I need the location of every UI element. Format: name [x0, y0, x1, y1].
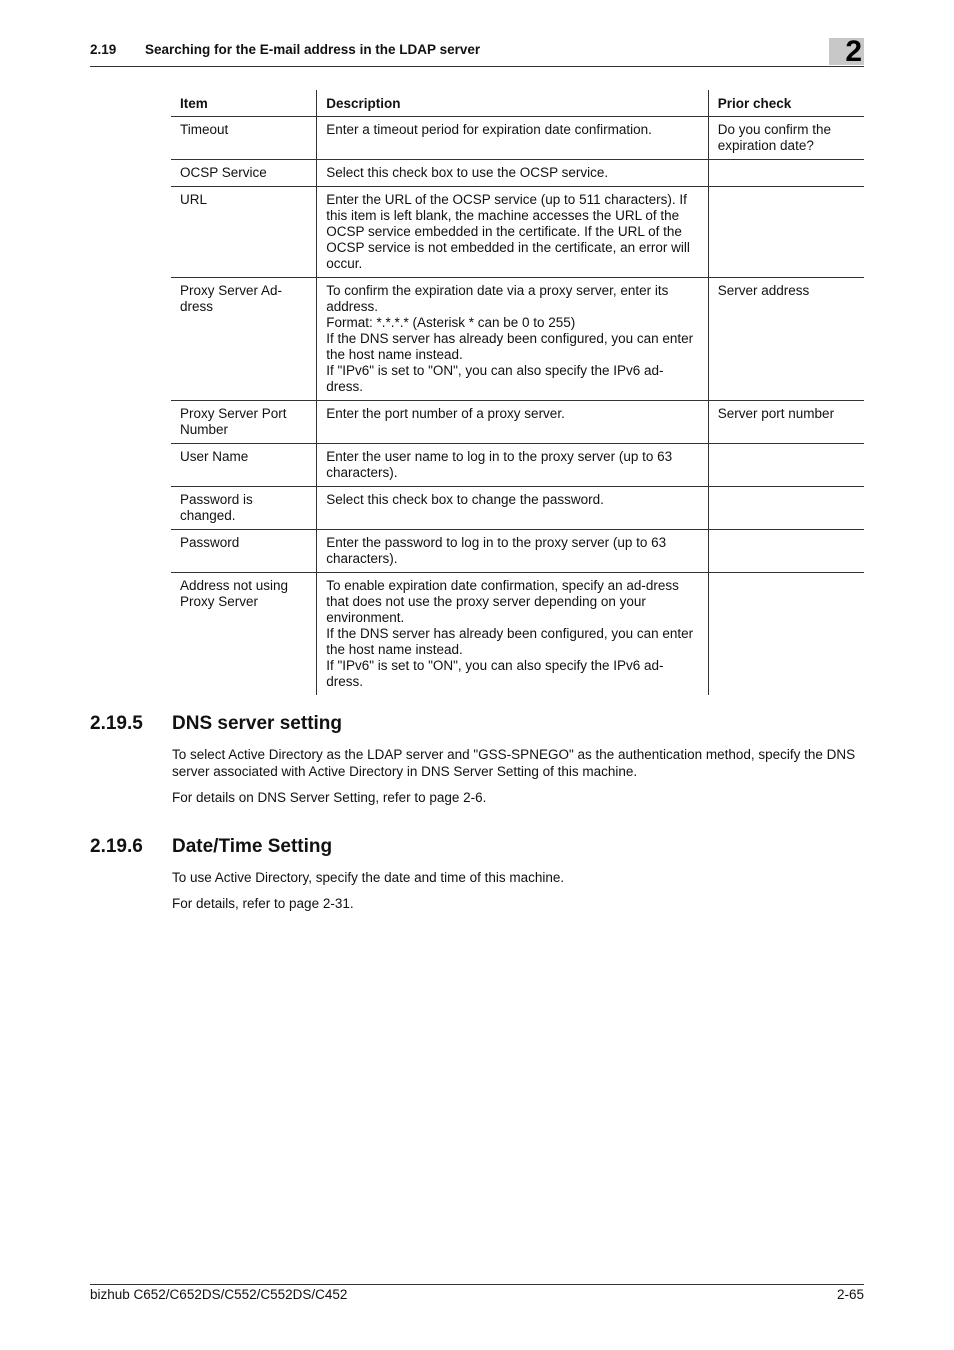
cell-description: [317, 278, 709, 401]
cell-item: OCSP Service: [171, 160, 317, 187]
chapter-number: 2: [845, 35, 862, 68]
chapter-tab: [829, 35, 864, 68]
cell-description: [317, 573, 709, 696]
cell-item: Timeout: [171, 117, 317, 160]
paragraph: To select Active Directory as the LDAP server and "GSS-SPNEGO" as the authentication method, specify the DNS server associated with Active Directory in DNS Server Setting of this machine.: [172, 747, 856, 779]
running-header: [90, 40, 864, 67]
cell-description: [317, 530, 709, 573]
cell-item: Proxy Server Ad-dress: [171, 278, 317, 401]
paragraph: For details on DNS Server Setting, refer to page 2-6.: [172, 790, 487, 805]
table-row: [171, 573, 864, 696]
description-line: Enter the user name to log in to the proxy server (up to 63 characters).: [326, 449, 673, 480]
table-row: [171, 530, 864, 573]
section-number: 2.19.5: [90, 713, 143, 734]
settings-table: [171, 90, 864, 695]
column-header-prior-check: Prior check: [708, 90, 864, 117]
description-line: Format: *.*.*.* (Asterisk * can be 0 to 255): [326, 315, 576, 330]
footer-model: bizhub C652/C652DS/C552/C552DS/C452: [90, 1287, 348, 1302]
cell-description: [317, 187, 709, 278]
page-number: 2-65: [836, 1287, 864, 1302]
paragraph: For details, refer to page 2-31.: [172, 896, 354, 911]
section-title: Date/Time Setting: [172, 836, 333, 857]
cell-prior-check: Server address: [708, 278, 864, 401]
column-header-item: Item: [171, 90, 317, 117]
cell-prior-check: [708, 444, 864, 487]
section-title: DNS server setting: [172, 713, 343, 734]
table-header-row: [171, 90, 864, 117]
table-row: [171, 117, 864, 160]
paragraph: To use Active Directory, specify the date and time of this machine.: [172, 870, 565, 885]
cell-description: [317, 487, 709, 530]
cell-prior-check: [708, 160, 864, 187]
description-line: If "IPv6" is set to "ON", you can also specify the IPv6 ad-dress.: [326, 363, 664, 394]
description-line: Select this check box to use the OCSP service.: [326, 165, 609, 180]
table-row: [171, 187, 864, 278]
cell-description: [317, 160, 709, 187]
section-heading-dns: [90, 713, 342, 735]
description-line: If the DNS server has already been configured, you can enter the host name instead.: [326, 626, 694, 657]
cell-prior-check: [708, 573, 864, 696]
table-row: [171, 278, 864, 401]
cell-item: User Name: [171, 444, 317, 487]
cell-description: [317, 401, 709, 444]
description-line: To confirm the expiration date via a proxy server, enter its address.: [326, 283, 669, 314]
cell-description: [317, 444, 709, 487]
cell-item: Password: [171, 530, 317, 573]
description-line: Enter the password to log in to the proxy server (up to 63 characters).: [326, 535, 667, 566]
cell-prior-check: Server port number: [708, 401, 864, 444]
cell-prior-check: [708, 187, 864, 278]
header-section-number: 2.19: [90, 42, 117, 57]
description-line: Select this check box to change the password.: [326, 492, 604, 507]
page-footer: [90, 1284, 864, 1302]
header-section-title: Searching for the E-mail address in the LDAP server: [145, 42, 481, 57]
description-line: If the DNS server has already been configured, you can enter the host name instead.: [326, 331, 694, 362]
description-line: Enter the port number of a proxy server.: [326, 406, 565, 421]
cell-item: Password is changed.: [171, 487, 317, 530]
cell-prior-check: [708, 487, 864, 530]
description-line: Enter a timeout period for expiration date confirmation.: [326, 122, 652, 137]
description-line: Enter the URL of the OCSP service (up to 511 characters). If this item is left blank, the machine accesses the URL of the OCSP service embedded in the certificate. If the URL of the OCSP service is not embedded in the certificate, an error will occur.: [326, 192, 690, 271]
description-line: To enable expiration date confirmation, specify an ad-dress that does not use the proxy server depending on your environment.: [326, 578, 679, 625]
description-line: If "IPv6" is set to "ON", you can also specify the IPv6 ad-dress.: [326, 658, 664, 689]
cell-prior-check: Do you confirm the expiration date?: [708, 117, 864, 160]
cell-description: [317, 117, 709, 160]
cell-item: Address not using Proxy Server: [180, 578, 289, 609]
cell-prior-check: [708, 530, 864, 573]
table-row: [171, 401, 864, 444]
table-row: [171, 160, 864, 187]
table-row: [171, 444, 864, 487]
section-number: 2.19.6: [90, 836, 143, 857]
table-row: [171, 487, 864, 530]
column-header-description: Description: [317, 90, 709, 117]
cell-item: Proxy Server Port Number: [171, 401, 317, 444]
cell-item: URL: [171, 187, 317, 278]
section-heading-datetime: [90, 836, 332, 858]
